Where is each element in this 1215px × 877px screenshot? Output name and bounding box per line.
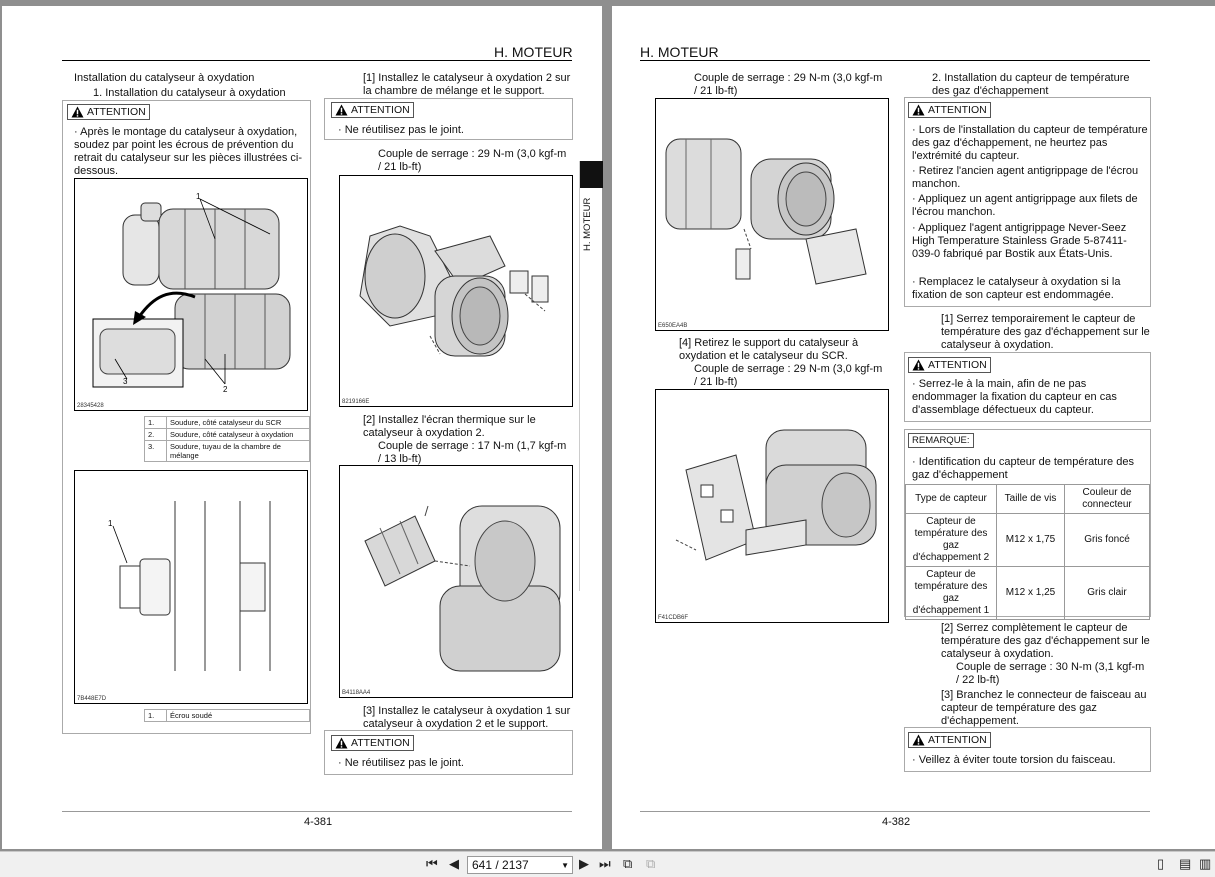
first-page-button[interactable]: ⏮ — [426, 856, 438, 871]
attention-label: ATTENTION — [928, 734, 987, 746]
page-right — [612, 6, 1215, 849]
figure-weld-nut — [74, 470, 308, 704]
figure-heat-shield — [339, 465, 573, 698]
warning-icon — [335, 737, 348, 749]
heat-shield-illustration — [340, 466, 573, 698]
table-row: 1. Écrou soudé — [145, 710, 310, 722]
figure-support-bracket — [655, 389, 889, 623]
figure-code: 8219166E — [342, 399, 370, 405]
torque-spec: Couple de serrage : 17 N-m (1,7 kgf-m / 13 lb-ft) — [378, 440, 567, 465]
two-page-view-icon[interactable]: ▥ — [1199, 856, 1212, 871]
step-r3: [3] Branchez le connecteur de faisceau au capteur de température des gaz d'échappement. — [941, 689, 1147, 727]
section-title: Installation du catalyseur à oxydation — [74, 72, 255, 84]
attention-badge — [67, 104, 150, 120]
remarque-badge — [908, 433, 974, 448]
attention-text: · Ne réutilisez pas le joint. — [338, 757, 464, 769]
attention-label: ATTENTION — [87, 106, 146, 118]
step-r2: [2] Serrez complètement le capteur de température des gaz d'échappement sur le catalyseur à oxydation. — [941, 622, 1150, 660]
attention-item: · Appliquez un agent antigrippage aux filets de l'écrou manchon. — [912, 193, 1138, 218]
figure-code: 28345428 — [77, 403, 104, 409]
side-tab-label: H. MOTEUR — [582, 197, 593, 251]
attention-item: · Remplacez le catalyseur à oxydation si la fixation de son capteur est endommagée. — [912, 276, 1121, 301]
figure-code: B4118AA4 — [342, 690, 371, 696]
figure-catalyst-welds — [74, 178, 308, 411]
next-page-button[interactable]: ▶ — [579, 856, 589, 871]
attention-text: · Serrez-le à la main, afin de ne pas endommager la fixation du capteur en cas d'assemblage défectueux du capteur. — [912, 378, 1117, 416]
copy-icon[interactable]: ⧉ — [623, 856, 633, 871]
page-indicator: 641 / 2137 — [472, 858, 529, 872]
torque-spec: Couple de serrage : 30 N-m (3,1 kgf-m / 22 lb-ft) — [956, 661, 1145, 686]
table-row: Capteur de température des gaz d'échappement 1 M12 x 1,25 Gris clair — [906, 567, 1150, 620]
attention-text: · Après le montage du catalyseur à oxydation, soudez par point les écrous de prévention du retrait du catalyseur sur les pièces illustrées ci-dessous. — [74, 126, 303, 177]
section-side-tab[interactable] — [579, 161, 602, 591]
warning-icon — [335, 104, 348, 116]
warning-icon — [912, 734, 925, 746]
attention-badge — [331, 102, 414, 118]
header-rule — [62, 60, 572, 61]
attention-text: · Veillez à éviter toute torsion du faisceau. — [912, 754, 1116, 766]
attention-badge — [331, 735, 414, 751]
page-header: H. MOTEUR — [494, 44, 573, 60]
catalyst-assembly-illustration — [75, 179, 308, 411]
torque-spec: Couple de serrage : 29 N-m (3,0 kgf-m / 21 lb-ft) — [694, 363, 883, 388]
sensor-table — [905, 484, 1150, 620]
attention-item: · Appliquez l'agent antigrippage Never-Seez High Temperature Stainless Grade 5-87411-039-0 fabriqué par Bostik aux États-Unis. — [912, 222, 1127, 260]
table-header-row: Type de capteur Taille de vis Couleur de connecteur — [906, 485, 1150, 514]
table-row: 3. Soudure, tuyau de la chambre de mélange — [145, 441, 310, 462]
figure-code: E650EA4B — [658, 323, 688, 329]
paste-icon[interactable]: ⧉ — [646, 856, 656, 871]
figure-catalyst-removal — [655, 98, 889, 331]
torque-spec: Couple de serrage : 29 N-m (3,0 kgf-m / 21 lb-ft) — [378, 148, 567, 173]
attention-badge — [908, 732, 991, 748]
attention-item: · Lors de l'installation du capteur de température des gaz d'échappement, ne heurtez pas l'extrémité du capteur. — [912, 124, 1148, 162]
attention-label: ATTENTION — [351, 104, 410, 116]
catalyst-mount-illustration — [340, 176, 573, 407]
viewer-toolbar — [0, 851, 1215, 877]
weld-nut-illustration — [75, 471, 308, 704]
attention-badge — [908, 102, 991, 118]
remarque-text: · Identification du capteur de température des gaz d'échappement — [912, 456, 1134, 481]
figure-code: F41CDB6F — [658, 615, 689, 621]
footer-rule — [62, 811, 572, 812]
last-page-button[interactable]: ⏭ — [599, 856, 611, 871]
attention-badge — [908, 357, 991, 373]
attention-label: ATTENTION — [351, 737, 410, 749]
footer-rule — [640, 811, 1150, 812]
warning-icon — [912, 104, 925, 116]
figure-code: 7B448E7D — [77, 696, 107, 702]
page-number-input[interactable] — [467, 856, 573, 874]
step-r1: [1] Serrez temporairement le capteur de température des gaz d'échappement sur le catalyseur à oxydation. — [941, 313, 1150, 351]
page-left — [2, 6, 602, 849]
torque-spec: Couple de serrage : 29 N-m (3,0 kgf-m / 21 lb-ft) — [694, 72, 883, 97]
attention-label: ATTENTION — [928, 104, 987, 116]
chevron-down-icon[interactable]: ▼ — [561, 861, 569, 870]
attention-label: ATTENTION — [928, 359, 987, 371]
legend-table-1 — [144, 416, 310, 462]
step-1: [1] Installez le catalyseur à oxydation 2 sur la chambre de mélange et le support. — [363, 72, 571, 97]
remarque-label: REMARQUE: — [912, 435, 970, 446]
section-title: 2. Installation du capteur de température des gaz d'échappement — [932, 72, 1130, 97]
attention-text: · Ne réutilisez pas le joint. — [338, 124, 464, 136]
single-page-view-icon[interactable]: ▯ — [1157, 856, 1165, 871]
attention-item: · Retirez l'ancien agent antigrippage de l'écrou manchon. — [912, 165, 1139, 190]
warning-icon — [71, 106, 84, 118]
continuous-view-icon[interactable]: ▤ — [1179, 856, 1192, 871]
side-tab-marker — [580, 161, 603, 188]
step-4: [4] Retirez le support du catalyseur à oxydation et le catalyseur du SCR. — [679, 337, 859, 362]
step-3: [3] Installez le catalyseur à oxydation 1 sur catalyseur à oxydation 2 et le support. — [363, 705, 571, 730]
callout-1: 1 — [108, 519, 113, 528]
support-bracket-illustration — [656, 390, 889, 623]
catalyst-removal-illustration — [656, 99, 889, 331]
callout-2: 2 — [223, 385, 228, 394]
callout-1: 1 — [196, 192, 201, 201]
table-row: Capteur de température des gaz d'échappement 2 M12 x 1,75 Gris foncé — [906, 514, 1150, 567]
page-header: H. MOTEUR — [640, 44, 719, 60]
figure-catalyst-mount — [339, 175, 573, 407]
sub-title: 1. Installation du catalyseur à oxydation — [93, 87, 286, 99]
warning-icon — [912, 359, 925, 371]
previous-page-button[interactable]: ◀ — [449, 856, 459, 871]
header-rule — [640, 60, 1150, 61]
callout-3: 3 — [123, 377, 128, 386]
table-row: 1. Soudure, côté catalyseur du SCR — [145, 417, 310, 429]
page-number: 4-381 — [304, 816, 333, 828]
step-2: [2] Installez l'écran thermique sur le catalyseur à oxydation 2. — [363, 414, 536, 439]
legend-table-2 — [144, 709, 310, 722]
page-number: 4-382 — [882, 816, 911, 828]
table-row: 2. Soudure, côté catalyseur à oxydation — [145, 429, 310, 441]
